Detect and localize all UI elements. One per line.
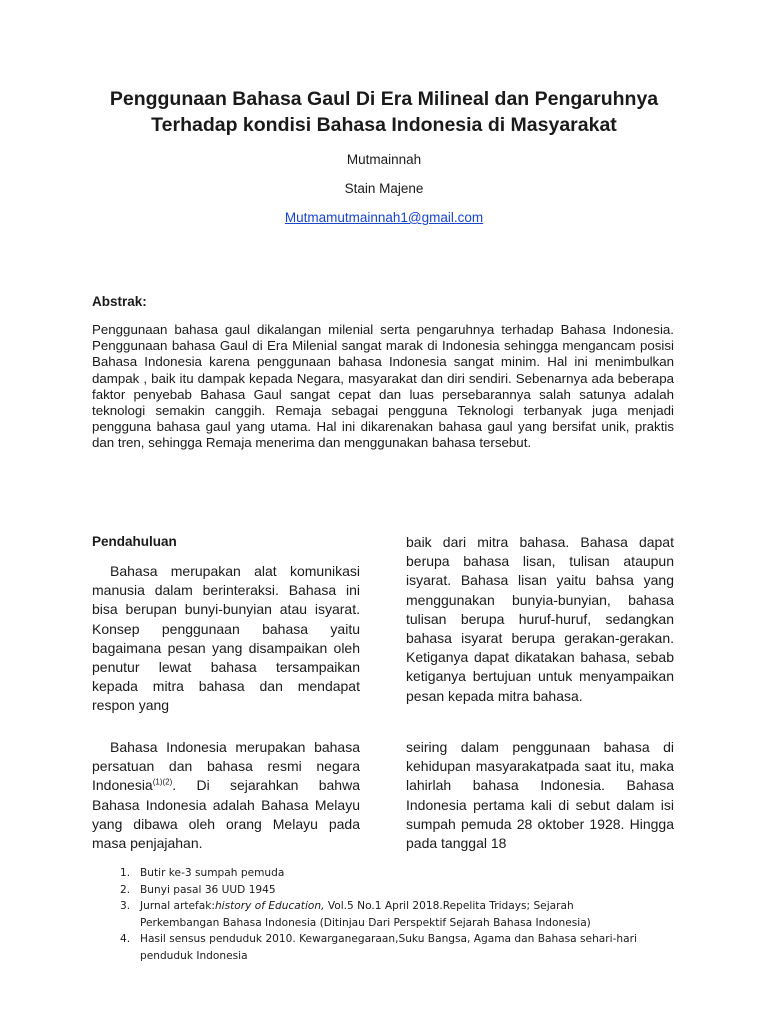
abstract-heading: Abstrak: bbox=[92, 294, 147, 309]
footnote-text-italic: history of Education, bbox=[214, 900, 325, 912]
paper-title bbox=[60, 86, 708, 138]
footnote-text-prefix: Jurnal artefak: bbox=[140, 900, 215, 912]
intro-paragraph-1: Bahasa merupakan alat komunikasi manusia dalam berinteraksi. Bahasa ini bisa berupan bunyi-bunyian atau isyarat. Konsep penggunaan bahasa yaitu bagaimana pesan yang disampaikan oleh penutur lewat bahasa tersampaikan kepada mitra bahasa dan mendapat respon yang bbox=[92, 563, 360, 714]
footnote-item: 4. Hasil sensus penduduk 2010. Kewarganegaraan,Suku Bangsa, Agama dan Bahasa sehari-hari penduduk Indonesia bbox=[92, 931, 652, 964]
footnote-item: 3. Jurnal artefak:history of Education, Vol.5 No.1 April 2018.Repelita Tridays; Sejarah Perkembangan Bahasa Indonesia (Ditinjau Dari Perspektif Sejarah Bahasa Indonesia) bbox=[92, 898, 652, 931]
footnote-reference: (1)(2) bbox=[152, 777, 173, 787]
abstract-body: Penggunaan bahasa gaul dikalangan milenial serta pengaruhnya terhadap Bahasa Indonesia. Penggunaan bahasa Gaul di Era Milenial sangat marak di Indonesia sehingga mengancam posisi Bahasa Indonesia karena penggunaan bahasa Indonesia sangat minim. Hal ini menimbulkan dampak , baik itu dampak kepada Negara, masyarakat dan diri sendiri. Sebenarnya ada beberapa faktor penyebab Bahasa Gaul sangat cepat dan luas persebarannya salah satunya adalah teknologi semakin canggih. Remaja sebagai pengguna Teknologi terbanyak juga menjadi pengguna bahasa gaul yang utama. Hal ini dikarenakan bahasa gaul yang bersifat unik, praktis dan tren, sehingga Remaja menerima dan menggunakan bahasa tersebut. bbox=[92, 322, 674, 451]
intro-paragraph-2 bbox=[92, 738, 360, 853]
paper-title-line-2: Terhadap kondisi Bahasa Indonesia di Masyarakat bbox=[151, 114, 617, 136]
intro-paragraph-2-text-a: Bahasa Indonesia merupakan bahasa persatuan dan bahasa resmi negara Indonesia bbox=[92, 739, 360, 794]
footnote-item: 1. Butir ke-3 sumpah pemuda bbox=[92, 865, 652, 882]
footnote-text-suffix: Vol.5 No.1 April 2018.Repelita Tridays; Sejarah Perkembangan Bahasa Indonesia (Ditinjau Dari Perspektif Sejarah Bahasa Indonesia) bbox=[140, 900, 591, 929]
footnotes-list bbox=[92, 865, 652, 964]
footnote-text: Bunyi pasal 36 UUD 1945 bbox=[140, 883, 276, 896]
right-column-paragraph-2 bbox=[406, 738, 674, 853]
footnote-text bbox=[140, 898, 652, 931]
author-affiliation: Stain Majene bbox=[344, 181, 424, 196]
footnote-text: Butir ke-3 sumpah pemuda bbox=[140, 867, 285, 879]
author-email-link[interactable]: Mutmamutmainnah1@gmail.com bbox=[284, 210, 484, 225]
intro-paragraph-2-text-b: . Di sejarahkan bahwa Bahasa Indonesia adalah Bahasa Melayu yang dibawa oleh orang Melayu pada masa penjajahan. bbox=[92, 777, 360, 852]
intro-paragraph-1-continued: baik dari mitra bahasa. Bahasa dapat berupa bahasa lisan, tulisan ataupun isyarat. Bahasa lisan yaitu bahsa yang menggunakan bunyia-bunyian, bahasa tulisan berupa huruf-huruf, sedangkan bahasa isyarat berupa gerakan-gerakan. Ketiganya dapat dikatakan bahasa, sebab ketiganya bertujuan untuk menyampaikan pesan kepada mitra bahasa. bbox=[406, 534, 674, 704]
footnote-text: Hasil sensus penduduk 2010. Kewarganegaraan,Suku Bangsa, Agama dan Bahasa sehari-hari penduduk Indonesia bbox=[140, 933, 637, 962]
intro-paragraph-2-continued: seiring dalam penggunaan bahasa di kehidupan masyarakatpada saat itu, maka lahirlah bahasa Indonesia. Bahasa Indonesia pertama kali di sebut dalam isi sumpah pemuda 28 oktober 1928. Hingga pada tanggal 18 bbox=[406, 739, 674, 852]
section-heading-pendahuluan: Pendahuluan bbox=[92, 534, 177, 549]
left-column-paragraph-2 bbox=[92, 738, 360, 853]
paper-title-line-1: Penggunaan Bahasa Gaul Di Era Milineal dan Pengaruhnya bbox=[109, 88, 659, 110]
footnote-item: 2. Bunyi pasal 36 UUD 1945 bbox=[92, 882, 652, 899]
right-column-paragraph-1 bbox=[406, 533, 674, 706]
author-name: Mutmainnah bbox=[346, 152, 422, 167]
left-column-paragraph-1 bbox=[92, 562, 360, 716]
